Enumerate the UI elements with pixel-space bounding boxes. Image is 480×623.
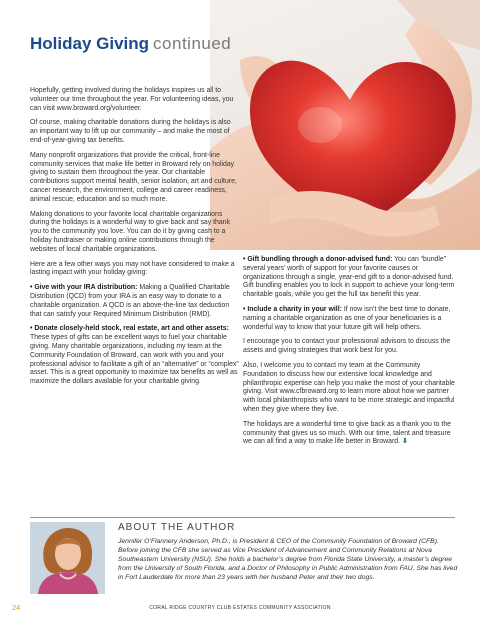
ira-tip-text: Making a Qualified Charitable Distribution (QCD) from your IRA is an easy way to donate to a charitable organization. A QCD is an above-the-line tax deduction that can satisfy your Required Minimum Distribution (RMD).	[30, 284, 230, 318]
daf-tip-heading: • Gift bundling through a donor-advised fund:	[243, 256, 393, 263]
author-portrait-illustration	[30, 522, 105, 594]
ira-tip-heading: • Give with your IRA distribution:	[30, 284, 138, 292]
left-column	[30, 87, 240, 393]
welcome-paragraph: Also, I welcome you to contact my team at the Community Foundation to discuss how our extensive local knowledge and philanthropic expertise can help you make the most of your charitable giving. Visit www.cfbroward.org to learn more about how we partner with local philanthropists who want to be more strategic and impactful when they give where they live.	[243, 361, 455, 413]
daf-tip	[243, 256, 455, 300]
intro-paragraph: Hopefully, getting involved during the holidays inspires us all to volunteer our time throughout the year. For volunteering ideas, you can visit www.broward.org/volunteer.	[30, 87, 234, 112]
closing-paragraph	[243, 421, 455, 447]
title-main: Holiday Giving	[30, 34, 150, 53]
donations-paragraph: Of course, making charitable donations during the holidays is also an important way to lift up our community – and make the most of end-of-year-giving tax benefits.	[30, 119, 231, 144]
will-tip	[243, 306, 455, 332]
closing-text: The holidays are a wonderful time to give back as a thank you to the community that gives us so much. With our time, talent and treasure we can all find a way to make life better in Broward.	[243, 420, 451, 446]
heart-in-hands-illustration	[210, 0, 480, 250]
page-number: 24	[12, 603, 21, 612]
will-tip-heading: • Include a charity in your will:	[243, 305, 342, 313]
stock-tip-text: These types of gifts can be excellent ways to fuel your charitable giving. Many charitable organizations, including my team at the Community Foundation of Broward, can work with you and your professional advisor to facilitate a gift of an “alternative” or “complex” asset. This is a great opportunity to maximize tax benefits as well as maximize the dollars available for your charitable giving.	[30, 334, 239, 386]
right-column	[243, 256, 455, 453]
section-divider	[30, 517, 455, 518]
holiday-donations-paragraph: Making donations to your favorite local charitable organizations during the holidays is a wonderful way to give back and say thank you to the community you love. You can do it by giving cash to a holiday fundraiser or making online contributions through the websites of local charitable organizations.	[30, 210, 230, 253]
daf-tip-text: You can “bundle” several years’ worth of support for your favorite causes or organizations through a single, year-end gift to a donor-advised fund. Gift bundling enables you to lock in support to achieve your long-term charitable goals, while you get the full tax benefit this year.	[243, 256, 455, 299]
author-photo	[30, 522, 105, 594]
ira-tip	[30, 284, 240, 319]
title-suffix: continued	[153, 34, 232, 53]
nonprofits-paragraph: Many nonprofit organizations that provide the critical, front-line community services that make life better in Broward rely on holiday giving to sustain them throughout the year. Our charitable contributions support mental health, senior isolation, art and culture, cancer research, the environment, college and career readiness, animal rescue, education and so much more.	[30, 151, 237, 203]
author-bio: Jennifer O’Flannery Anderson, Ph.D., is President & CEO of the Community Foundation of Broward (CFB). Before joining the CFB she served as Vice President of Advancement and Community Relations at Nova Southeastern University (NSU). She holds a bachelor’s degree from Florida State University, a master’s degree from the University of South Florida, and a Doctor of Philosophy in Public Administration from FAU. She has lived in Fort Lauderdale for more than 23 years with her husband Peter and their two dogs.	[118, 538, 458, 581]
publication-name: CORAL RIDGE COUNTRY CLUB ESTATES COMMUNITY ASSOCIATION	[149, 605, 331, 611]
stock-tip-heading: • Donate closely-held stock, real estate, art and other assets:	[30, 325, 229, 333]
other-ways-paragraph: Here are a few other ways you may not have considered to make a lasting impact with your holiday giving:	[30, 260, 235, 277]
encourage-paragraph: I encourage you to contact your professional advisors to discuss the assets and giving strategies that work best for you.	[243, 338, 451, 355]
page-title	[30, 34, 231, 54]
author-heading: ABOUT THE AUTHOR	[118, 522, 236, 533]
hero-photo-heart-in-hands	[210, 0, 480, 250]
will-tip-text: If now isn’t the best time to donate, naming a charitable organization as one of your beneficiaries is a wonderful way to know that your future gift will help others.	[243, 305, 451, 331]
stock-tip	[30, 325, 240, 387]
end-mark-icon: ⬇	[401, 438, 408, 446]
